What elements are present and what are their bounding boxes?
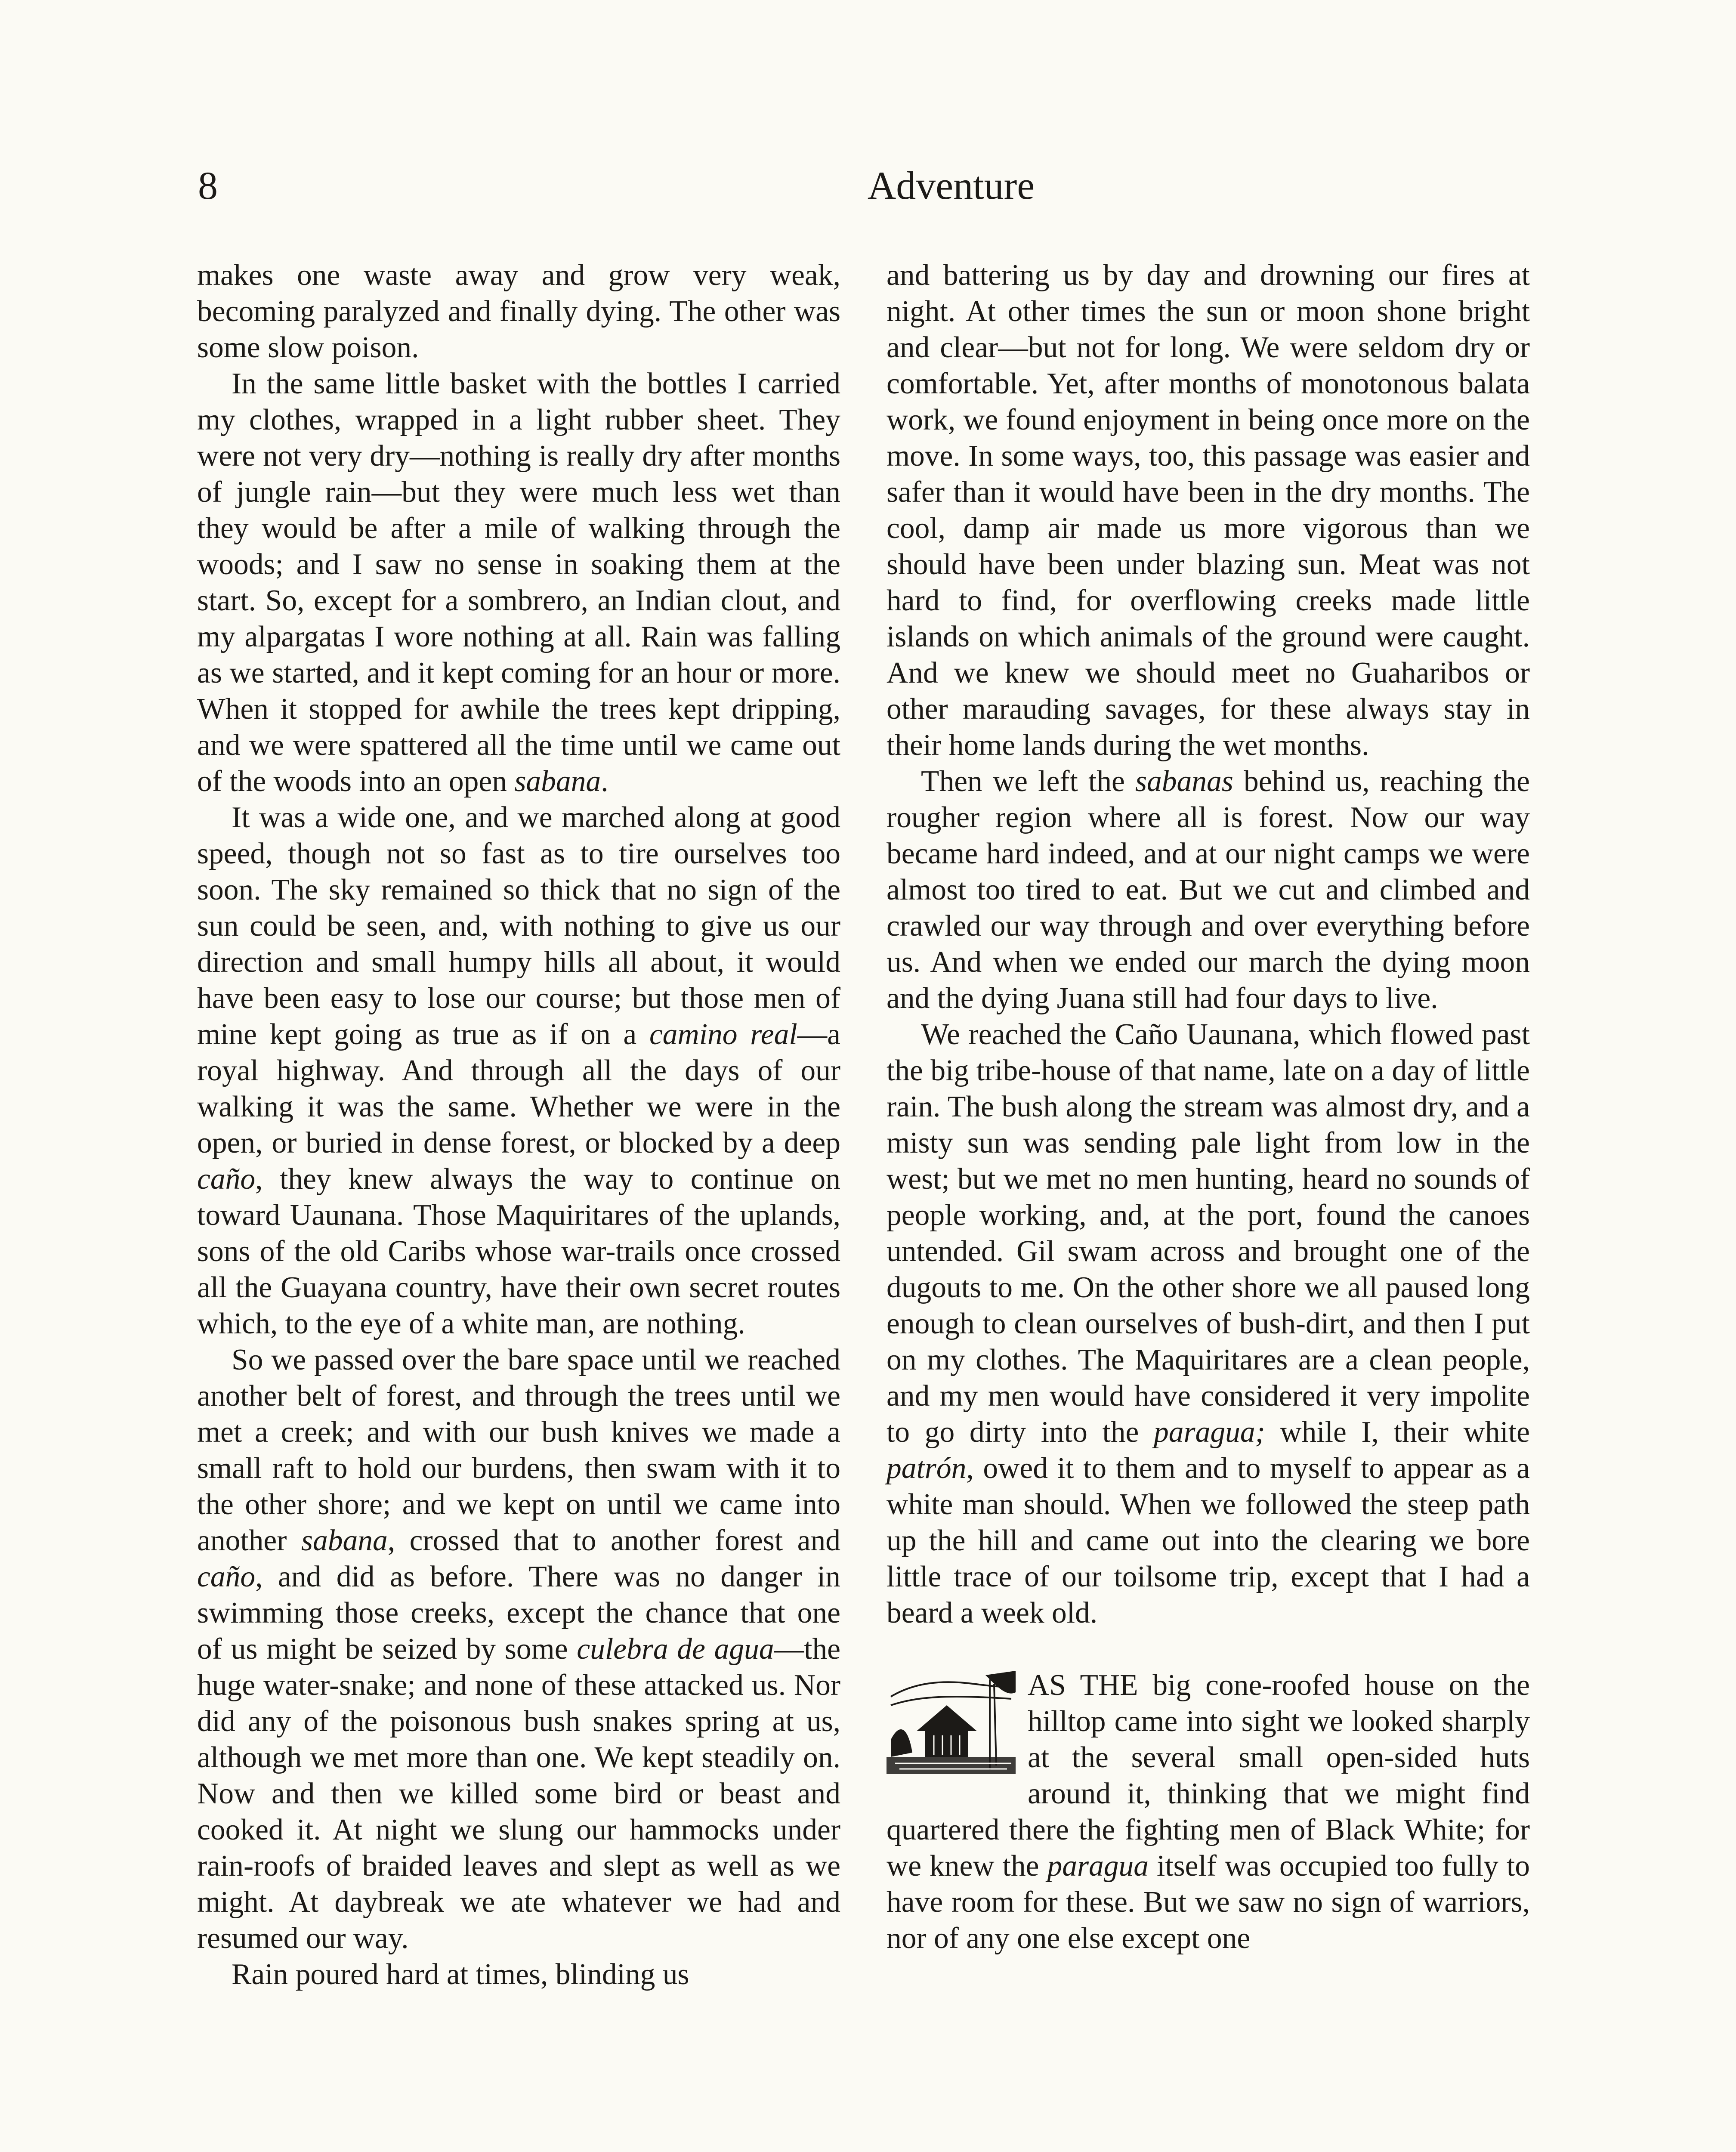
paragraph xyxy=(197,1957,840,1993)
right-column xyxy=(887,257,1530,1957)
text-run: itself was occupied too fully to have room for these. But we saw no sign of warriors, nor of any one else except one xyxy=(887,1849,1530,1955)
italic-text: caño xyxy=(197,1163,256,1196)
italic-text: paragua xyxy=(1047,1849,1149,1883)
text-run: Then we left the xyxy=(921,765,1136,798)
italic-text: paragua; xyxy=(1154,1416,1265,1449)
paragraph xyxy=(887,257,1530,764)
text-run: In the same little basket with the bottles I carried my clothes, wrapped in a light rubber sheet. They were not very dry—nothing is really dry after months of jungle rain—but they were much less wet than they would be after a mile of walking through the woods; and I saw no sense in soaking them at the start. So, except for a sombrero, an Indian clout, and my alpargatas I wore nothing at all. Rain was falling as we started, and it kept coming for an hour or more. When it stopped for awhile the trees kept dripping, and we were spattered all the time until we came out of the woods into an open xyxy=(197,367,840,798)
italic-text: patrón xyxy=(887,1452,967,1485)
text-run: , they knew always the way to continue on toward Uaunana. Those Maquiritares of the uplands, sons of the old Caribs whose war-trails once crossed all the Guayana country, have their own secret routes which, to the eye of a white man, are nothing. xyxy=(197,1163,840,1340)
paragraph xyxy=(197,257,840,366)
italic-text: caño xyxy=(197,1560,256,1593)
house-vignette-illustration xyxy=(887,1671,1016,1774)
text-run: , owed it to them and to myself to appear as a white man should. When we followed the steep path up the hill and came out into the clearing we bore little trace of our toilsome trip, except that I had a beard a week old. xyxy=(887,1452,1530,1629)
text-run: . xyxy=(601,765,609,798)
italic-text: camino real xyxy=(649,1018,797,1051)
paragraph xyxy=(197,800,840,1342)
text-run: Rain poured hard at times, blinding us xyxy=(232,1958,689,1991)
italic-text: sabanas xyxy=(1135,765,1233,798)
text-run: —a royal highway. And through all the days of our walking it was the same. Whether we were in the open, or buried in dense forest, or blocked by a deep xyxy=(197,1018,840,1159)
text-run: It was a wide one, and we marched along at good speed, though not so fast as to tire ourselves too soon. The sky remained so thick that no sign of the sun could be seen, and, with nothing to give us our direction and small humpy hills all about, it would have been easy to lose our course; but those men of mine kept going as true as if on a xyxy=(197,801,840,1051)
text-run: —the huge water-snake; and none of these attacked us. Nor did any of the poisonous bush snakes spring at us, although we met more than one. We kept steadily on. Now and then we killed some bird or beast and cooked it. At night we slung our hammocks under rain-roofs of braided leaves and slept as well as we might. At daybreak we ate whatever we had and resumed our way. xyxy=(197,1633,840,1955)
paragraph xyxy=(887,1017,1530,1631)
text-run: while I, their white xyxy=(1265,1416,1530,1449)
italic-text: sabana xyxy=(514,765,601,798)
text-run: , crossed that to another forest and xyxy=(387,1524,840,1557)
italic-text: culebra de agua xyxy=(577,1633,774,1666)
left-column xyxy=(197,257,840,1993)
page-number: 8 xyxy=(198,164,218,207)
text-run: behind us, reaching the rougher region where all is forest. Now our way became hard indeed, and at our night camps we were almost too tired to eat. But we cut and climbed and crawled our way through and over everything before us. And when we ended our march the dying moon and the dying Juana still had four days to live. xyxy=(887,765,1530,1015)
paragraph xyxy=(887,764,1530,1017)
running-head: Adventure xyxy=(867,164,1035,207)
text-run: AS THE big cone-roofed house on the hilltop came into sight we looked sharply at the several small open-sided huts around it, thinking that we might find quartered there the fighting men of Black White; for we knew the xyxy=(887,1669,1530,1883)
paragraph xyxy=(887,1667,1530,1957)
text-run: So we passed over the bare space until we reached another belt of forest, and through the trees until we met a creek; and with our bush knives we made a small raft to hold our burdens, then swam with it to the other shore; and we kept on until we came into another xyxy=(197,1343,840,1557)
paragraph xyxy=(197,1342,840,1957)
text-run: and battering us by day and drowning our fires at night. At other times the sun or moon shone bright and clear—but not for long. We were seldom dry or comfortable. Yet, after months of monotonous balata work, we found enjoyment in being once more on the move. In some ways, too, this passage was easier and safer than it would have been in the dry months. The cool, damp air made us more vigorous than we should have been under blazing sun. Meat was not hard to find, for overflowing creeks made little islands on which animals of the ground were caught. And we knew we should meet no Guaharibos or other marauding savages, for these always stay in their home lands during the wet months. xyxy=(887,259,1530,762)
text-run: We reached the Caño Uaunana, which flowed past the big tribe-house of that name, late on a day of little rain. The bush along the stream was almost dry, and a misty sun was sending pale light from low in the west; but we met no men hunting, heard no sounds of people working, and, at the port, found the canoes untended. Gil swam across and brought one of the dugouts to me. On the other shore we all paused long enough to clean ourselves of bush-dirt, and then I put on my clothes. The Maquiritares are a clean people, and my men would have considered it very impolite to go dirty into the xyxy=(887,1018,1530,1449)
text-run: , and did as before. There was no danger in swimming those creeks, except the chance that one of us might be seized by some xyxy=(197,1560,840,1666)
text-run: makes one waste away and grow very weak, becoming paralyzed and finally dying. The other was some slow poison. xyxy=(197,259,840,364)
paragraph xyxy=(197,366,840,800)
italic-text: sabana xyxy=(301,1524,388,1557)
